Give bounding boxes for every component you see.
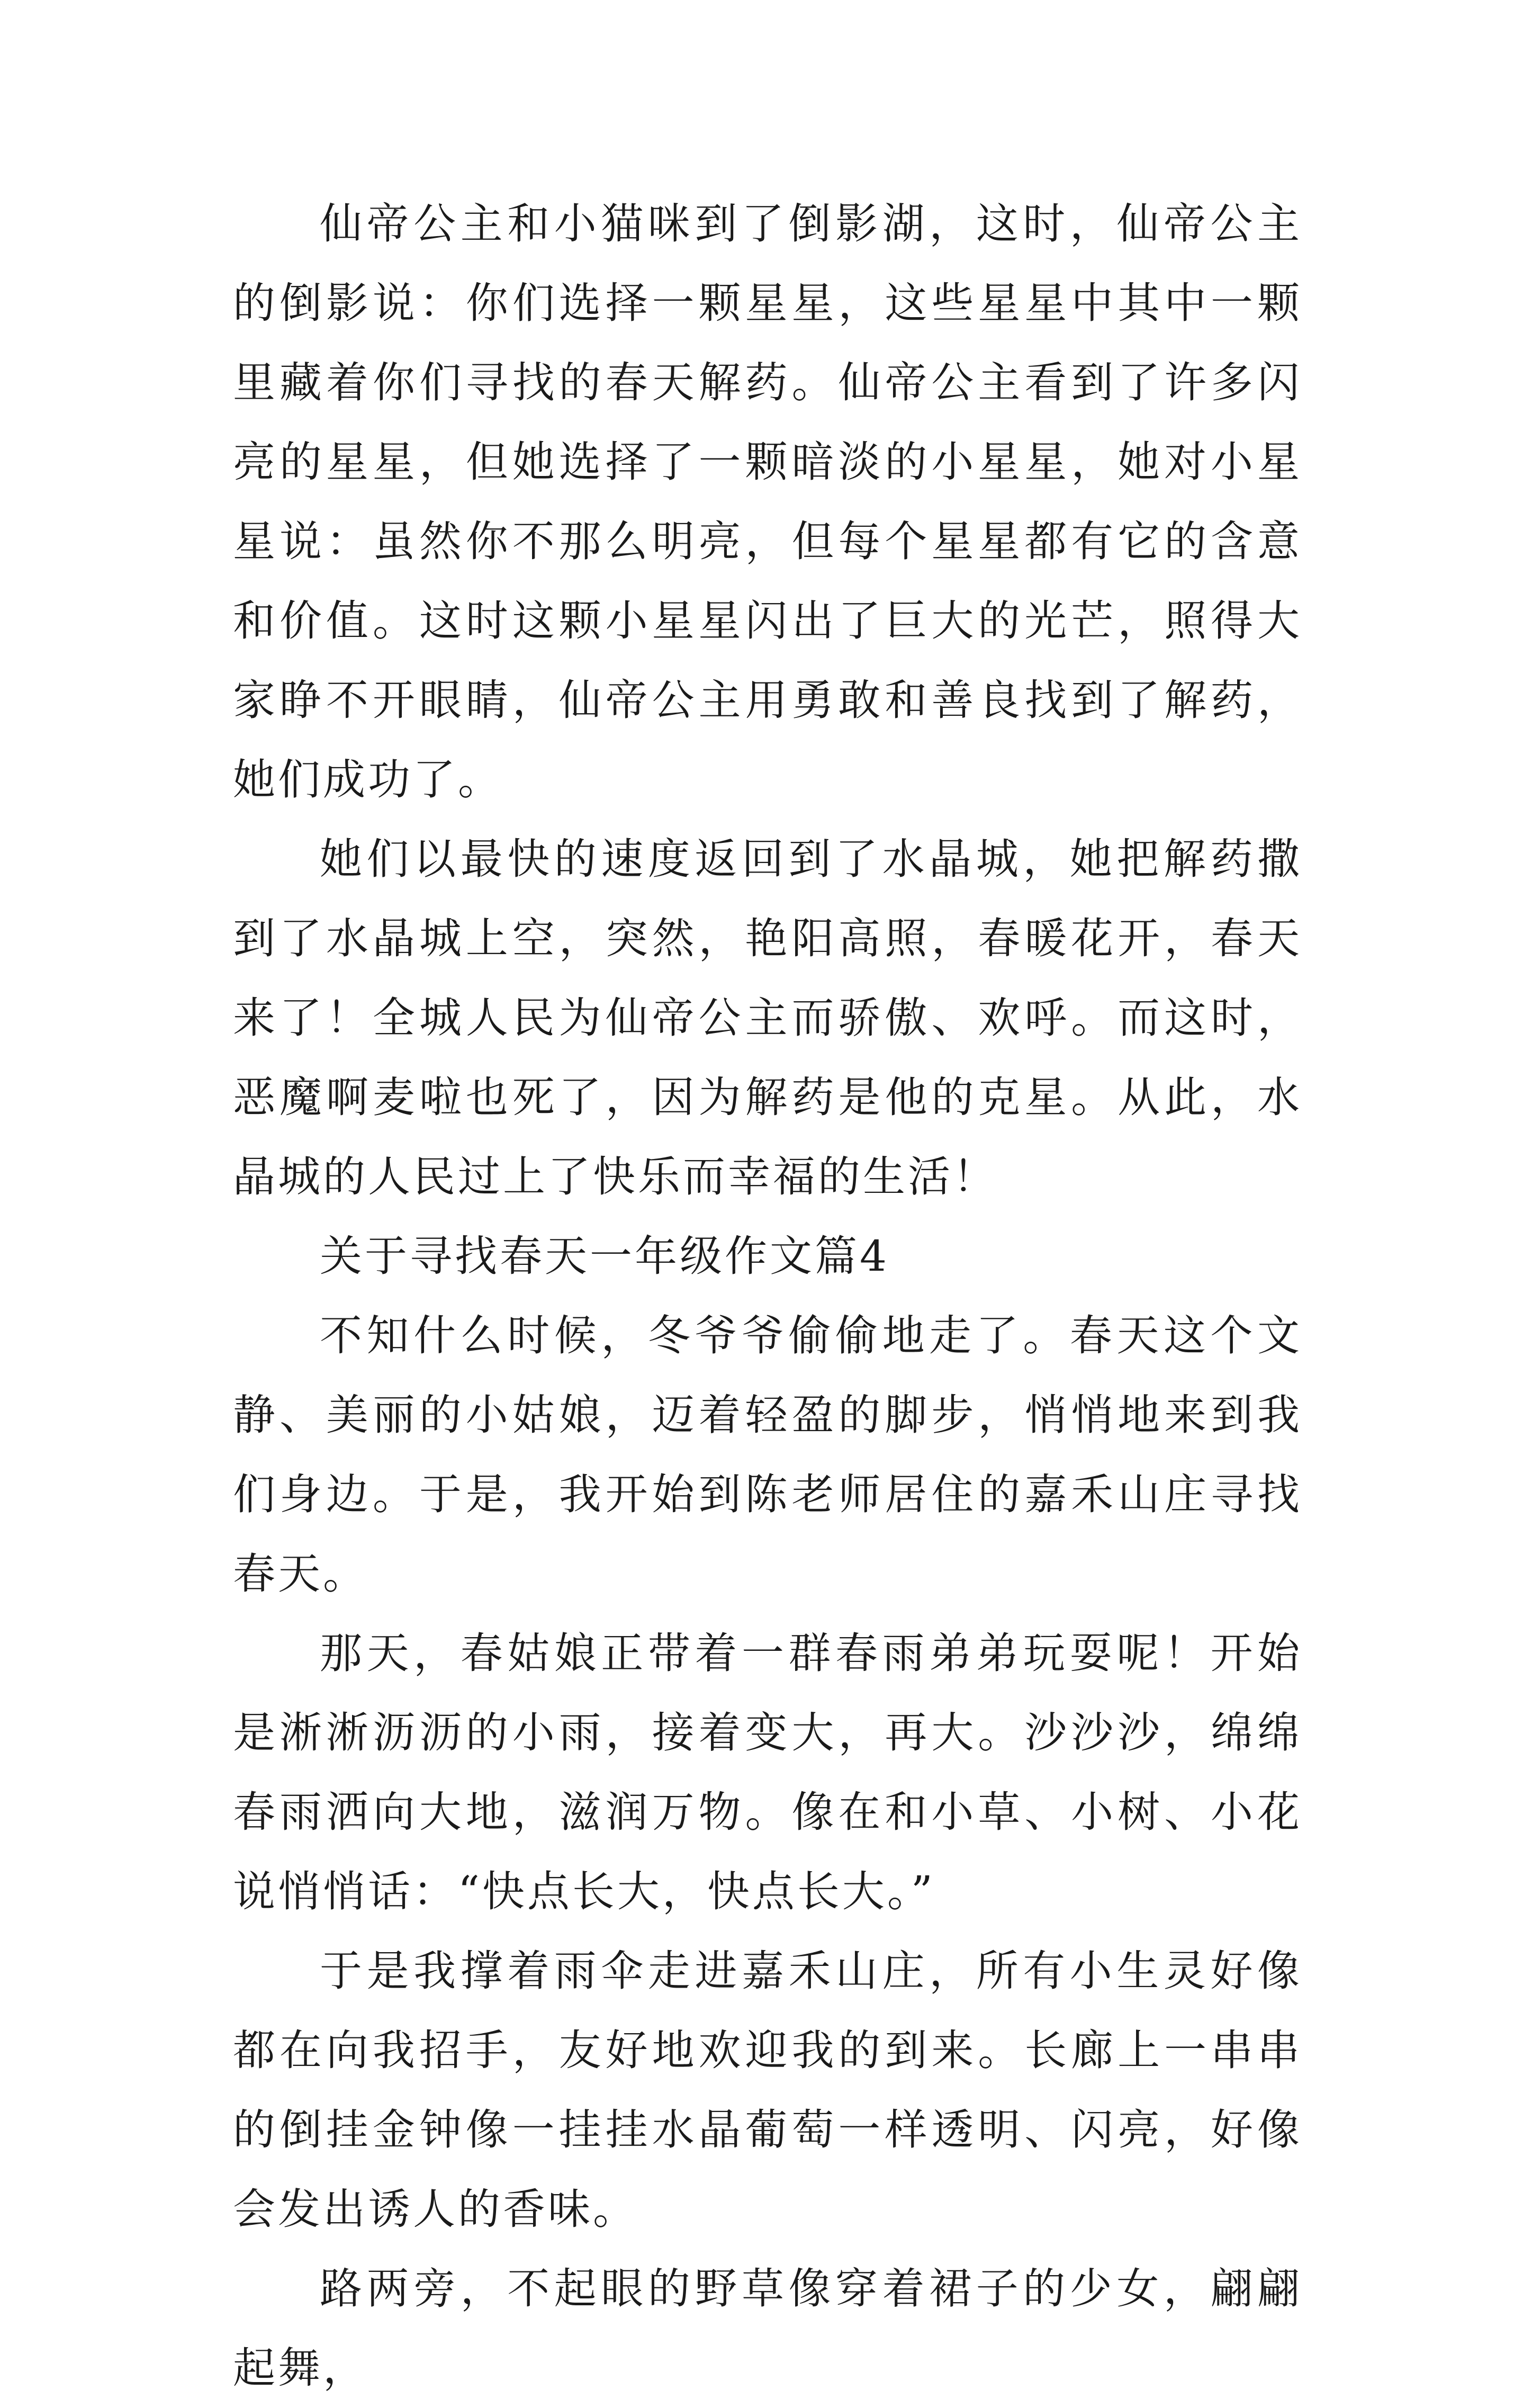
paragraph: 于是我撑着雨伞走进嘉禾山庄，所有小生灵好像都在向我招手，友好地欢迎我的到来。长廊上一串串的倒挂金钟像一挂挂水晶葡萄一样透明、闪亮，好像会发出诱人的香味。: [233, 1946, 1302, 2234]
paragraph: 路两旁，不起眼的野草像穿着裙子的少女，翩翩起舞，: [233, 2264, 1302, 2393]
section-title: 关于寻找春天一年级作文篇4: [320, 1232, 889, 1281]
paragraph: 不知什么时候，冬爷爷偷偷地走了。春天这个文静、美丽的小姑娘，迈着轻盈的脚步，悄悄地来到我们身边。于是，我开始到陈老师居住的嘉禾山庄寻找春天。: [233, 1311, 1302, 1598]
document-body: [233, 184, 1302, 2408]
paragraph: 那天，春姑娘正带着一群春雨弟弟玩耍呢！开始是淅淅沥沥的小雨，接着变大，再大。沙沙沙，绵绵春雨洒向大地，滋润万物。像在和小草、小树、小花说悄悄话：“快点长大，快点长大。”: [233, 1629, 1302, 1916]
paragraph: 她们以最快的速度返回到了水晶城，她把解药撒到了水晶城上空，突然，艳阳高照，春暖花开，春天来了！全城人民为仙帝公主而骄傲、欢呼。而这时，恶魔啊麦啦也死了，因为解药是他的克星。从此，水晶城的人民过上了快乐而幸福的生活！: [233, 834, 1302, 1201]
paragraph: 仙帝公主和小猫咪到了倒影湖，这时，仙帝公主的倒影说：你们选择一颗星星，这些星星中其中一颗里藏着你们寻找的春天解药。仙帝公主看到了许多闪亮的星星，但她选择了一颗暗淡的小星星，她对小星星说：虽然你不那么明亮，但每个星星都有它的含意和价值。这时这颗小星星闪出了巨大的光芒，照得大家睁不开眼睛，仙帝公主用勇敢和善良找到了解药，她们成功了。: [233, 199, 1302, 804]
